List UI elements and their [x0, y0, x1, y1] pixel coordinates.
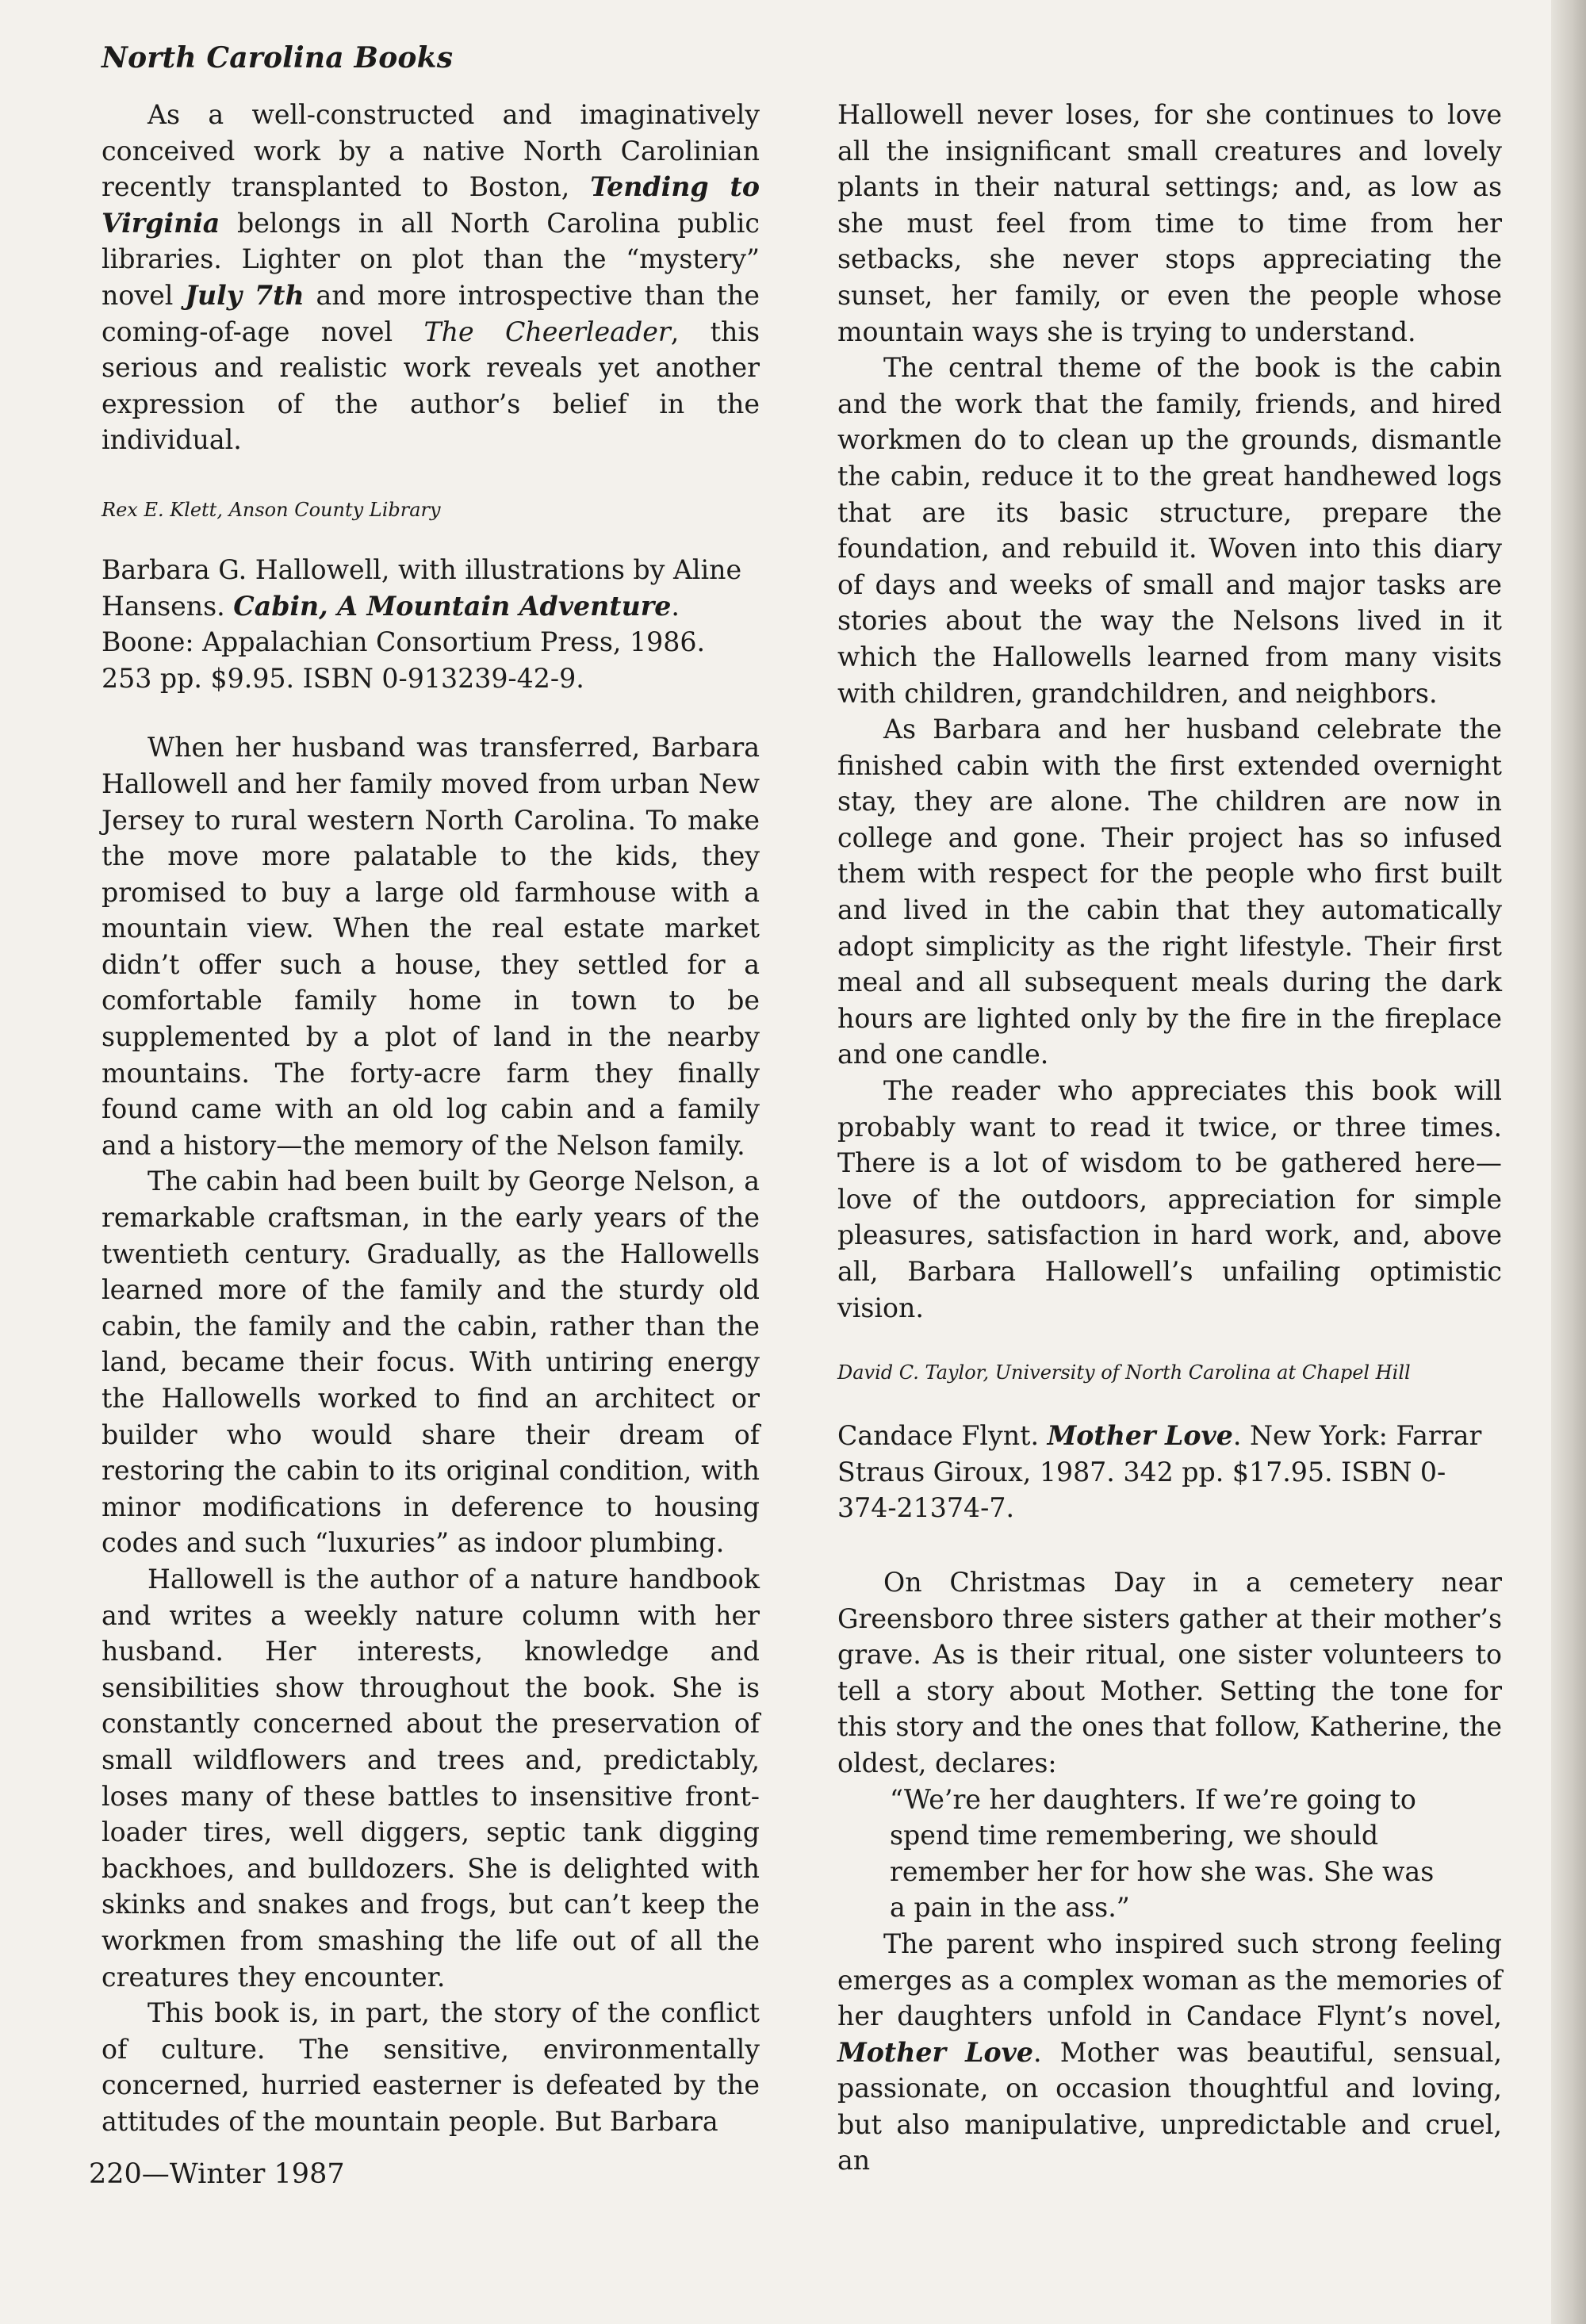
book-citation: Barbara G. Hallowell, with illustrations by Aline Hansens. Cabin, A Mountain Adventure. Boone: Appalachian Consortium Press, 1986. 253 pp. $9.95. ISBN 0-913239-42-9.	[102, 553, 742, 694]
book-citation: Candace Flynt. Mother Love. New York: Farrar Straus Giroux, 1987. 342 pp. $17.95. ISBN 0-374-21374-7.	[837, 1420, 1482, 1524]
book-title: Tending to Virginia	[102, 171, 760, 239]
block-quote: “We’re her daughters. If we’re going to spend time remembering, we should remember her for how she was. She was a pain in the ass.”	[890, 1783, 1435, 1924]
book-title: Mother Love	[1047, 1420, 1233, 1452]
review-paragraph: On Christmas Day in a cemetery near Greensboro three sisters gather at their mother’s grave. As is their ritual, one sister volunteers to tell a story about Mother. Setting the tone for this story and the ones that follow, Katherine, the oldest, declares:	[837, 1566, 1502, 1778]
review-paragraph: The cabin had been built by George Nelson, a remarkable craftsman, in the early years of the twentieth century. Gradually, as the Hallowells learned more of the family and the sturdy old cabin, the family and the cabin, rather than the land, became their focus. With untiring energy the Hallowells worked to find an architect or builder who would share their dream of restoring the cabin to its original condition, with minor modifications in deference to housing codes and such “luxuries” as indoor plumbing.	[102, 1166, 760, 1559]
review-paragraph: As a well-constructed and imaginatively conceived work by a native North Carolinian recently transplanted to Boston, Tending to Virginia belongs in all North Carolina public libraries. Lighter on plot than the “mystery” novel July 7th and more introspective than the coming-of-age novel The Cheerleader, this serious and realistic work reveals yet another expression of the author’s belief in the individual.	[102, 99, 760, 456]
review-paragraph: This book is, in part, the story of the conflict of culture. The sensitive, environmentally concerned, hurried easterner is defeated by the attitudes of the mountain people. But Barbara	[102, 1997, 760, 2137]
page-footer: 220—Winter 1987	[89, 2158, 345, 2190]
book-title: July 7th	[185, 279, 305, 311]
left-column	[102, 97, 760, 2139]
review-paragraph: Hallowell never loses, for she continues to love all the insignificant small creatures and lovely plants in their natural settings; and, as low as she must feel from time to time from her setbacks, she never stops appreciating the sunset, her family, or even the people whose mountain ways she is trying to understand.	[837, 99, 1502, 347]
review-paragraph: The reader who appreciates this book will probably want to read it twice, or three times. There is a lot of wisdom to be gathered here—love of the outdoors, appreciation for simple pleasures, satisfaction in hard work, and, above all, Barbara Hallowell’s unfailing optimistic vision.	[837, 1075, 1502, 1323]
right-column	[837, 97, 1502, 2179]
review-paragraph: The central theme of the book is the cabin and the work that the family, friends, and hired workmen do to clean up the grounds, dismantle the cabin, reduce it to the great handhewed logs that are its basic structure, prepare the foundation, and rebuild it. Woven into this diary of days and weeks of small and major tasks are stories about the way the Nelsons lived in it which the Hallowells learned from many visits with children, grandchildren, and neighbors.	[837, 352, 1502, 709]
page-edge	[1551, 0, 1586, 2324]
book-title: The Cheerleader	[423, 316, 671, 347]
reviewer-credit: Rex E. Klett, Anson County Library	[102, 498, 441, 521]
review-paragraph: As Barbara and her husband celebrate the finished cabin with the first extended overnight stay, they are alone. The children are now in college and gone. Their project has so infused them with respect for the people who first built and lived in the cabin that they automatically adopt simplicity as the right lifestyle. Their first meal and all subsequent meals during the dark hours are lighted only by the fire in the fireplace and one candle.	[837, 714, 1502, 1070]
reviewer-credit: David C. Taylor, University of North Carolina at Chapel Hill	[837, 1361, 1411, 1384]
book-title: Cabin, A Mountain Adventure	[233, 590, 672, 622]
review-paragraph: Hallowell is the author of a nature handbook and writes a weekly nature column with her husband. Her interests, knowledge and sensibilities show throughout the book. She is constantly concerned about the preservation of small wildflowers and trees and, predictably, loses many of these battles to insensitive front-loader tires, well diggers, septic tank digging backhoes, and bulldozers. She is delighted with skinks and snakes and frogs, but can’t keep the workmen from smashing the life out of all the creatures they encounter.	[102, 1563, 760, 1993]
review-paragraph: When her husband was transferred, Barbara Hallowell and her family moved from urban New Jersey to rural western North Carolina. To make the move more palatable to the kids, they promised to buy a large old farmhouse with a mountain view. When the real estate market didn’t offer such a house, they settled for a comfortable family home in town to be supplemented by a plot of land in the nearby mountains. The forty-acre farm they finally found came with an old log cabin and a family and a history—the memory of the Nelson family.	[102, 732, 760, 1161]
running-header: North Carolina Books	[102, 41, 454, 75]
review-paragraph: The parent who inspired such strong feeling emerges as a complex woman as the memories of her daughters unfold in Candace Flynt’s novel, Mother Love. Mother was beautiful, sensual, passionate, on occasion thoughtful and loving, but also manipulative, unpredictable and cruel, an	[837, 1928, 1502, 2177]
book-title: Mother Love	[837, 2036, 1034, 2068]
